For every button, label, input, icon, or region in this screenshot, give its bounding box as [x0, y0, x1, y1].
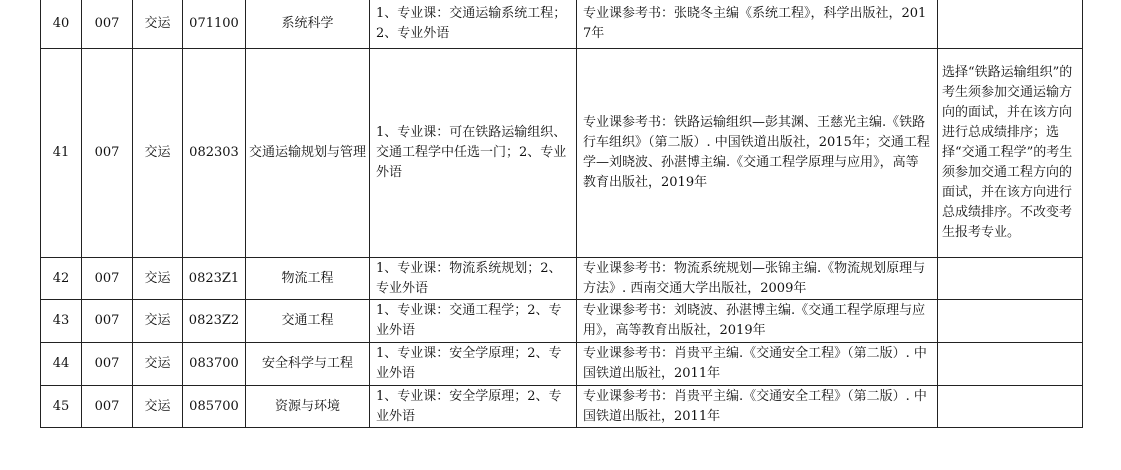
department-name: 交运 — [133, 0, 183, 49]
department-code: 007 — [82, 0, 133, 49]
department-code: 007 — [82, 386, 133, 428]
row-number: 41 — [41, 49, 82, 258]
table-row — [41, 300, 1083, 343]
major-name: 交通工程 — [246, 300, 370, 343]
remarks — [938, 300, 1083, 343]
exam-subjects: 1、专业课：交通运输系统工程；2、专业外语 — [370, 0, 577, 49]
exam-subjects: 1、专业课：可在铁路运输组织、交通工程学中任选一门；2、专业外语 — [370, 49, 577, 258]
table-row — [41, 386, 1083, 428]
department-name: 交运 — [133, 386, 183, 428]
exam-subjects: 1、专业课：交通工程学；2、专业外语 — [370, 300, 577, 343]
reference-books: 专业课参考书：张晓冬主编《系统工程》，科学出版社，2017年 — [577, 0, 938, 49]
major-code: 082303 — [183, 49, 246, 258]
department-name: 交运 — [133, 343, 183, 386]
reference-books: 专业课参考书：肖贵平主编.《交通安全工程》（第二版）. 中国铁道出版社，2011年 — [577, 386, 938, 428]
exam-subjects: 1、专业课：安全学原理；2、专业外语 — [370, 386, 577, 428]
remarks: 选择“铁路运输组织”的考生须参加交通运输方向的面试，并在该方向进行总成绩排序；选择“交通工程学”的考生须参加交通工程方向的面试，并在该方向进行总成绩排序。不改变考生报考专业。 — [938, 49, 1083, 258]
major-code: 071100 — [183, 0, 246, 49]
major-name: 物流工程 — [246, 258, 370, 300]
department-name: 交运 — [133, 49, 183, 258]
row-number: 43 — [41, 300, 82, 343]
department-code: 007 — [82, 258, 133, 300]
table-row — [41, 343, 1083, 386]
table-row — [41, 258, 1083, 300]
department-name: 交运 — [133, 258, 183, 300]
reference-books: 专业课参考书：肖贵平主编.《交通安全工程》（第二版）. 中国铁道出版社，2011年 — [577, 343, 938, 386]
exam-subjects: 1、专业课：安全学原理；2、专业外语 — [370, 343, 577, 386]
remarks — [938, 386, 1083, 428]
remarks — [938, 0, 1083, 49]
department-code: 007 — [82, 300, 133, 343]
major-code: 083700 — [183, 343, 246, 386]
major-code: 0823Z1 — [183, 258, 246, 300]
department-name: 交运 — [133, 300, 183, 343]
reference-books: 专业课参考书：刘晓波、孙湛博主编.《交通工程学原理与应用》，高等教育出版社，2019年 — [577, 300, 938, 343]
major-name: 安全科学与工程 — [246, 343, 370, 386]
reference-books: 专业课参考书：铁路运输组织—彭其渊、王慈光主编.《铁路行车组织》（第二版）. 中国铁道出版社，2015年；交通工程学—刘晓波、孙湛博主编.《交通工程学原理与应用》，高等教育出版社，2019年 — [577, 49, 938, 258]
reference-books: 专业课参考书：物流系统规划—张锦主编.《物流规划原理与方法》. 西南交通大学出版社，2009年 — [577, 258, 938, 300]
major-name: 资源与环境 — [246, 386, 370, 428]
major-code: 0823Z2 — [183, 300, 246, 343]
table-row — [41, 49, 1083, 258]
major-name: 系统科学 — [246, 0, 370, 49]
row-number: 42 — [41, 258, 82, 300]
major-name: 交通运输规划与管理 — [246, 49, 370, 258]
exam-subjects: 1、专业课：物流系统规划；2、专业外语 — [370, 258, 577, 300]
department-code: 007 — [82, 343, 133, 386]
remarks — [938, 343, 1083, 386]
table-row — [41, 0, 1083, 49]
remarks — [938, 258, 1083, 300]
department-code: 007 — [82, 49, 133, 258]
row-number: 45 — [41, 386, 82, 428]
row-number: 40 — [41, 0, 82, 49]
major-code: 085700 — [183, 386, 246, 428]
major-table — [40, 0, 1083, 428]
row-number: 44 — [41, 343, 82, 386]
